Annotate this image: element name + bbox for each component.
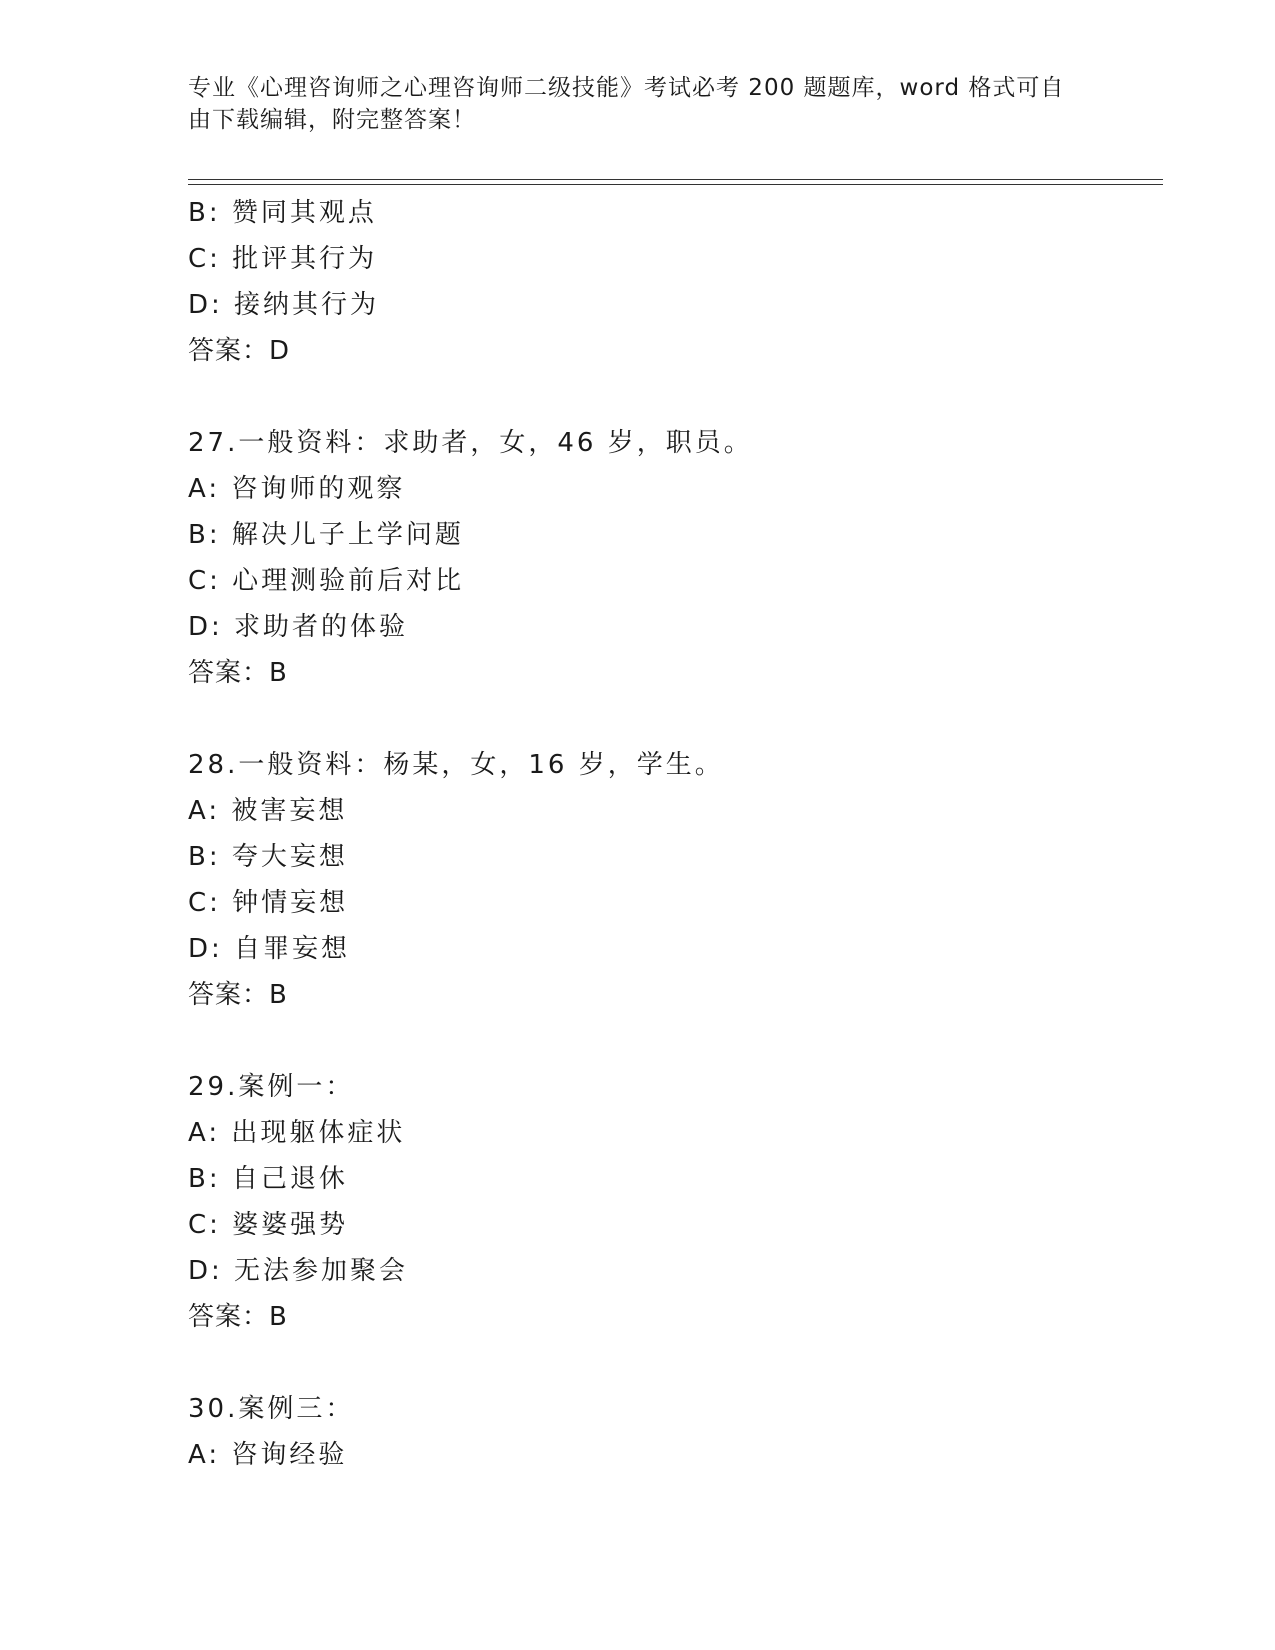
document-header [188,72,1088,136]
option-b: B: 自己退休 [188,1164,348,1194]
option-a: A: 出现躯体症状 [188,1118,406,1148]
answer: 答案：B [188,1302,288,1332]
spacer [188,1340,1138,1386]
option-a: A: 咨询经验 [188,1440,348,1470]
question-stem: 28.一般资料：杨某，女，16 岁，学生。 [188,750,724,780]
option-c: C: 婆婆强势 [188,1210,349,1240]
question-26-continuation [188,190,1138,374]
header-rule-bottom [188,184,1163,185]
header-title-line-1: 专业《心理咨询师之心理咨询师二级技能》考试必考 200 题题库，word 格式可自 [188,75,1065,101]
header-rule-top [188,179,1163,180]
answer: 答案：D [188,336,291,366]
question-30 [188,1386,1138,1478]
option-d: D: 自罪妄想 [188,934,351,964]
option-b: B: 夸大妄想 [188,842,348,872]
question-28 [188,742,1138,1018]
answer: 答案：B [188,980,288,1010]
option-b: B: 赞同其观点 [188,198,377,228]
question-stem: 27.一般资料：求助者，女，46 岁，职员。 [188,428,753,458]
question-27 [188,420,1138,696]
option-c: C: 钟情妄想 [188,888,349,918]
question-stem: 29.案例一： [188,1072,355,1102]
option-d: D: 无法参加聚会 [188,1256,409,1286]
question-29 [188,1064,1138,1340]
question-list [188,190,1138,1478]
spacer [188,1018,1138,1064]
header-title-line-2: 由下载编辑，附完整答案！ [188,107,476,133]
spacer [188,696,1138,742]
option-a: A: 咨询师的观察 [188,474,406,504]
option-b: B: 解决儿子上学问题 [188,520,464,550]
spacer [188,374,1138,420]
option-c: C: 批评其行为 [188,244,378,274]
question-stem: 30.案例三： [188,1394,355,1424]
option-a: A: 被害妄想 [188,796,348,826]
option-d: D: 接纳其行为 [188,290,380,320]
option-d: D: 求助者的体验 [188,612,409,642]
option-c: C: 心理测验前后对比 [188,566,465,596]
answer: 答案：B [188,658,288,688]
